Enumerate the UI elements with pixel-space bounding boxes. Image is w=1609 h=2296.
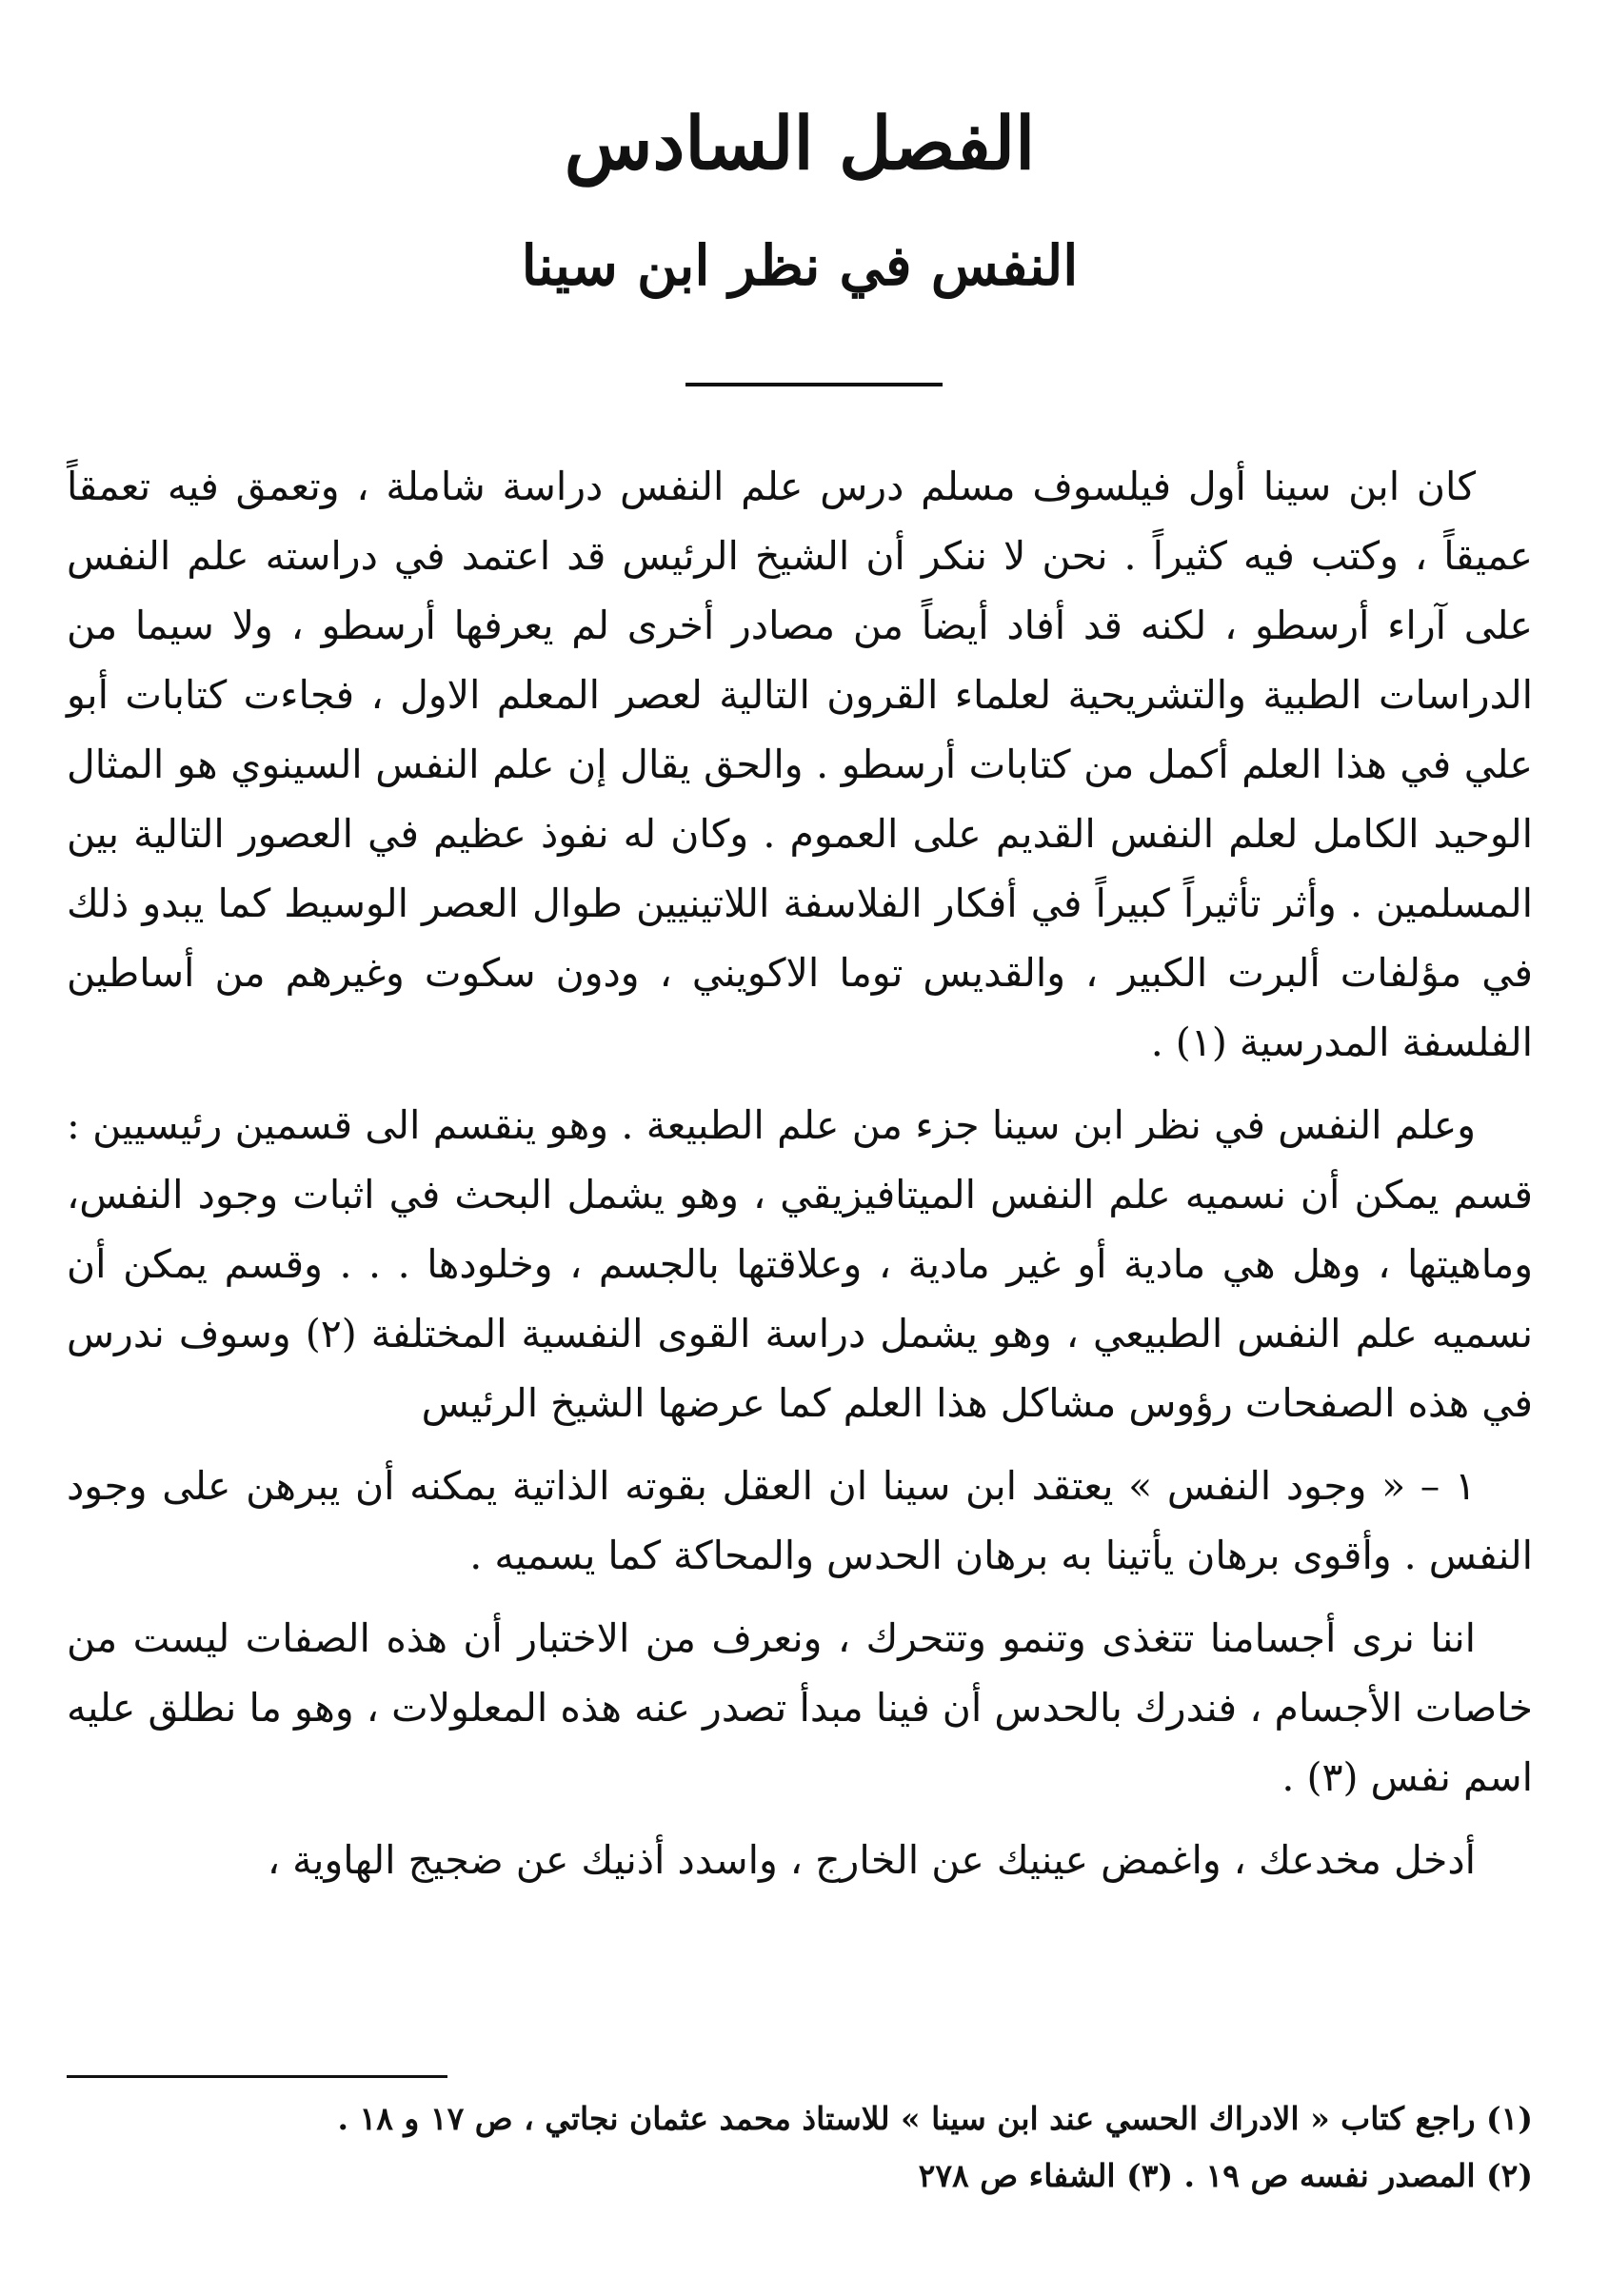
footnote-divider [67, 2075, 447, 2078]
body-text [67, 452, 1533, 1909]
paragraph-existence-of-soul: ١ – « وجود النفس » يعتقد ابن سينا ان العقل بقوته الذاتية يمكنه أن يبرهن على وجود النفس . وأقوى برهان يأتينا به برهان الحدس والمحاكة كما يسميه . [67, 1463, 1533, 1578]
paragraph-enter-chamber: أدخل مخدعك ، واغمض عينيك عن الخارج ، واسدد أذنيك عن ضجيج الهاوية ، [267, 1837, 1476, 1883]
paragraph-divisions: وعلم النفس في نظر ابن سينا جزء من علم الطبيعة . وهو ينقسم الى قسمين رئيسيين : قسم يمكن أن نسميه علم النفس الميتافيزيقي ، وهو يشمل البحث في اثبات وجود النفس، وماهيتها ، وهل هي مادية أو غير مادية ، وعلاقتها بالجسم ، وخلودها . . . وقسم يمكن أن نسميه علم النفس الطبيعي ، وهو يشمل دراسة القوى النفسية المختلفة (٢) وسوف ندرس في هذه الصفحات رؤوس مشاكل هذا العلم كما عرضها الشيخ الرئيس [67, 1102, 1533, 1426]
paragraph-intro: كان ابن سينا أول فيلسوف مسلم درس علم النفس دراسة شاملة ، وتعمق فيه تعمقاً عميقاً ، وكتب فيه كثيراً . نحن لا ننكر أن الشيخ الرئيس قد اعتمد في دراسته علم النفس على آراء أرسطو ، لكنه قد أفاد أيضاً من مصادر أخرى لم يعرفها أرسطو ، ولا سيما من الدراسات الطبية والتشريحية لعلماء القرون التالية لعصر المعلم الاول ، فجاءت كتابات أبو علي في هذا العلم أكمل من كتابات أرسطو . والحق يقال إن علم النفس السينوي هو المثال الوحيد الكامل لعلم النفس القديم على العموم . وكان له نفوذ عظيم في العصور التالية بين المسلمين . وأثر تأثيراً كبيراً في أفكار الفلاسفة اللاتينيين طوال العصر الوسيط كما يبدو ذلك في مؤلفات ألبرت الكبير ، والقديس توما الاكويني ، ودون سكوت وغيرهم من أساطين الفلسفة المدرسية (١) . [67, 464, 1533, 1065]
document-page [67, 0, 1533, 2296]
footnotes [67, 2090, 1533, 2205]
title-divider [685, 383, 943, 386]
footnote-2-3: (٢) المصدر نفسه ص ١٩ . (٣) الشفاء ص ٢٧٨ [918, 2157, 1533, 2194]
chapter-title: الفصل السادس [564, 101, 1036, 186]
footnote-1: (١) راجع كتاب « الادراك الحسي عند ابن سينا » للاستاذ محمد عثمان نجاتي ، ص ١٧ و ١٨ . [337, 2100, 1533, 2137]
paragraph-intuition: اننا نرى أجسامنا تتغذى وتنمو وتتحرك ، ونعرف من الاختبار أن هذه الصفات ليست من خاصات الأجسام ، فندرك بالحدس أن فينا مبدأ تصدر عنه هذه المعلولات ، وهو ما نطلق عليه اسم نفس (٣) . [67, 1615, 1533, 1800]
chapter-subtitle: النفس في نظر ابن سينا [521, 233, 1079, 298]
